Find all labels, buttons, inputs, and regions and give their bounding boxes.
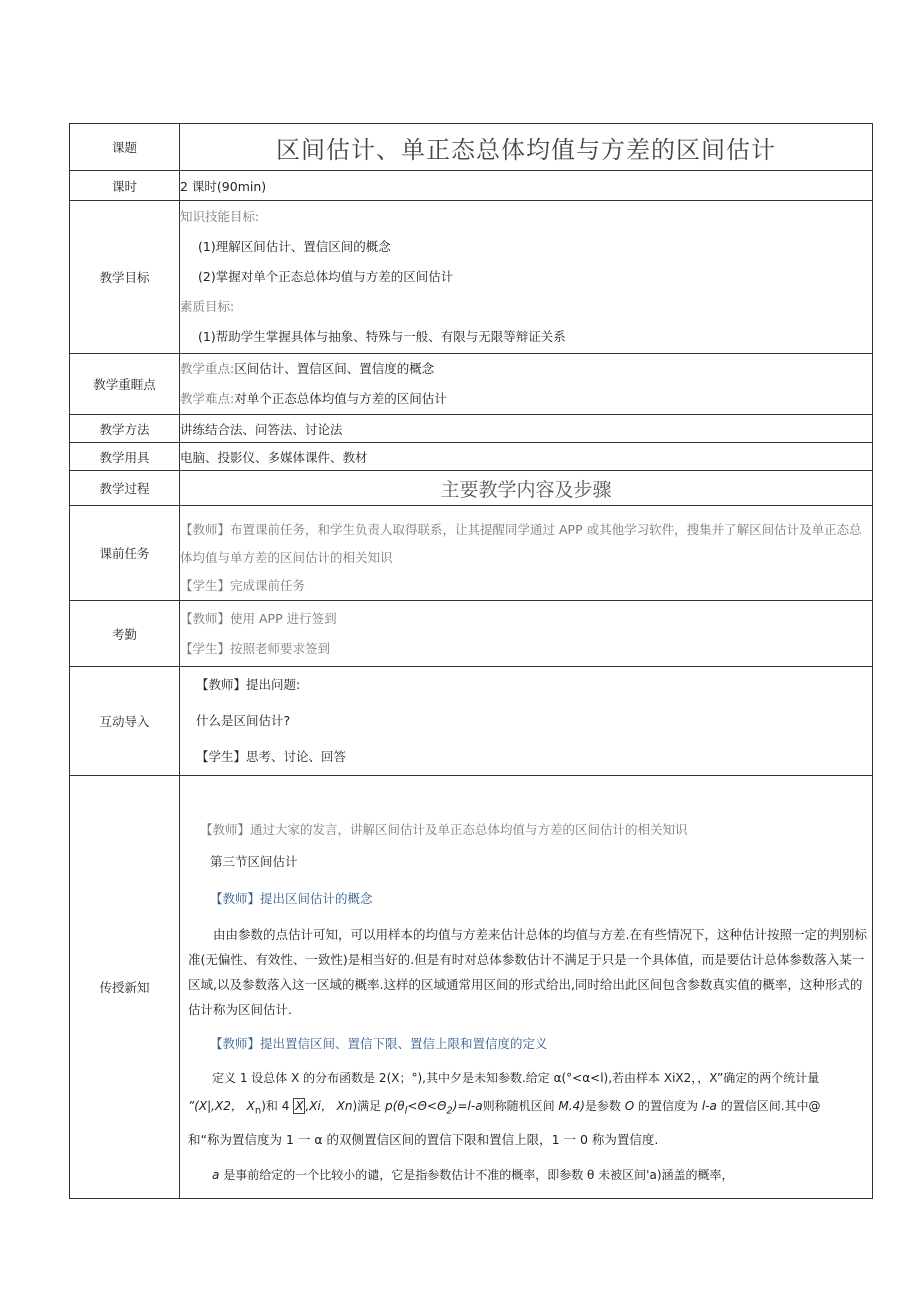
hours-row (70, 171, 873, 201)
nk-def-sub-l: l (404, 1105, 408, 1117)
nk-def-sub-n: n (254, 1105, 262, 1117)
nk-alpha-text: 是事前给定的一个比较小的谴，它是指参数估计不准的概率，即参数 θ 未被区间'a)涵盖的概率， (223, 1168, 734, 1183)
tools-label: 教学用具 (70, 443, 180, 471)
nk-definition-heading: 【教师】提出置信区间、置信下限、置信上限和置信度的定义 (210, 1036, 548, 1051)
lesson-plan-table (69, 123, 873, 1199)
new-knowledge-row (70, 776, 873, 1199)
pre-task-label: 课前任务 (70, 506, 180, 601)
topic-row (70, 124, 873, 171)
attendance-label: 考勤 (70, 601, 180, 667)
nk-def-m4: M.4) (558, 1099, 585, 1113)
methods-label: 教学方法 (70, 415, 180, 443)
nk-alpha-symbol: a (212, 1168, 220, 1183)
nk-def-param: 是参数 (584, 1099, 621, 1113)
pre-task-row (70, 506, 873, 601)
key-points-label: 教学重睚点 (70, 354, 180, 415)
nk-def-x: X (246, 1099, 255, 1113)
nk-def-line1: 定义 1 设总体 X 的分布函数是 2(X；°),其中夕是未知参数.给定 α(°<α<l),若由样本 XiX2，，X”确定的两个统计量 (212, 1071, 820, 1085)
intro-student: 【学生】思考、讨论、回答 (196, 749, 347, 764)
quality-heading: 素质目标: (180, 299, 235, 314)
process-header-row (70, 471, 873, 506)
hours-value: 2 课时(90min) (180, 171, 873, 201)
nk-def-ineq: <Θ<Θ (407, 1099, 447, 1113)
attendance-row (70, 601, 873, 667)
nk-def-sub-2: 2 (446, 1105, 453, 1117)
nk-def-random: 则称随机区间 (482, 1099, 555, 1113)
nk-teacher-intro: 【教师】通过大家的发言，讲解区间估计及单正态总体均值与方差的区间估计的相关知识 (200, 822, 688, 837)
nk-def-xi: ,Xi， (305, 1099, 333, 1113)
nk-def-la: l-a (701, 1099, 717, 1113)
nk-def-boxed-x: X (295, 1099, 304, 1113)
nk-concept-heading: 【教师】提出区间估计的概念 (210, 891, 373, 906)
key-points-content (180, 354, 873, 415)
key-points-row (70, 354, 873, 415)
objectives-row (70, 201, 873, 354)
nk-def-eq: )=l-a (452, 1099, 483, 1113)
nk-def-line2 (188, 1091, 872, 1126)
tools-row (70, 443, 873, 471)
attendance-teacher: 【教师】使用 APP 进行签到 (180, 610, 337, 626)
attendance-content (180, 601, 873, 667)
nk-concept-paragraph: 由由参数的点估计可知，可以用样本的均值与方差来估计总体的均值与方差.在有些情况下，这种估计按照一定的判别标准(无偏性、有效性、一致性)是相当好的.但是有时对总体参数估计不满足于只是一个具体值，而是要估计总体参数落入某一区域,以及参数落入这一区域的概率.这样的区域通常用区间的形式给出,同时给出此区间包含参数真实值的概率，这种形式的估计称为区间估计. (188, 927, 867, 1017)
tools-value: 电脑、投影仪、多媒体课件、教材 (180, 443, 873, 471)
nk-section-title: 第三节区间估计 (210, 854, 298, 869)
knowledge-item-1: (1)理解区间估计、置信区间的概念 (198, 239, 391, 254)
intro-question: 什么是区间估计? (196, 713, 291, 728)
hours-label: 课时 (70, 171, 180, 201)
pre-task-teacher: 【教师】布置课前任务，和学生负责人取得联系，让其提醒同学通过 APP 或其他学习软件，搜集并了解区间估计及单正态总体均值与单方差的区间估计的相关知识 (180, 522, 862, 565)
nk-def-satisfy: )满足 (352, 1099, 382, 1113)
nk-def-and4: )和 4 (261, 1099, 290, 1113)
nk-def-conf: 的置信度为 (638, 1099, 699, 1113)
intro-row (70, 667, 873, 776)
key-point-prefix: 教学重点: (180, 361, 235, 376)
lesson-title: 区间估计、单正态总体均值与方差的区间估计 (180, 124, 873, 171)
knowledge-item-2: (2)掌握对单个正态总体均值与方差的区间估计 (198, 269, 454, 284)
knowledge-heading: 知识技能目标: (180, 209, 260, 224)
new-knowledge-content (180, 776, 873, 1199)
pre-task-content (180, 506, 873, 601)
nk-alpha-line (188, 1154, 872, 1196)
topic-label: 课题 (70, 124, 180, 171)
intro-label: 互动导入 (70, 667, 180, 776)
nk-def-xn: Xn (336, 1099, 353, 1113)
quality-item-1: (1)帮助学生掌握具体与抽象、特殊与一般、有限与无限等辩证关系 (198, 329, 566, 344)
methods-value: 讲练结合法、问答法、讨论法 (180, 415, 873, 443)
intro-teacher: 【教师】提出问题: (196, 677, 301, 692)
nk-def-interval: 的置信区间.其中@ (720, 1099, 821, 1113)
objectives-label: 教学目标 (70, 201, 180, 354)
nk-def-p: p(θ (385, 1099, 405, 1113)
process-header-right: 主要教学内容及步骤 (180, 471, 873, 506)
new-knowledge-label: 传授新知 (70, 776, 180, 1199)
difficult-point-prefix: 教学难点: (180, 391, 235, 406)
intro-content (180, 667, 873, 776)
attendance-student: 【学生】按照老师要求签到 (180, 640, 331, 656)
key-point-line (180, 354, 872, 384)
nk-def-stat1: ”(X|,X2， (188, 1099, 243, 1113)
nk-def-o: O (624, 1099, 635, 1113)
pre-task-student: 【学生】完成课前任务 (180, 578, 306, 593)
difficult-point-line (180, 384, 872, 414)
nk-def-line3: 和“称为置信度为 1 一 α 的双侧置信区间的置信下限和置信上限，1 一 0 称为置信度. (188, 1132, 659, 1148)
objectives-content (180, 201, 873, 354)
process-header-left: 教学过程 (70, 471, 180, 506)
methods-row (70, 415, 873, 443)
difficult-point-text: 对单个正态总体均值与方差的区间估计 (234, 391, 447, 406)
key-point-text: 区间估计、置信区间、置信度的概念 (234, 361, 435, 376)
